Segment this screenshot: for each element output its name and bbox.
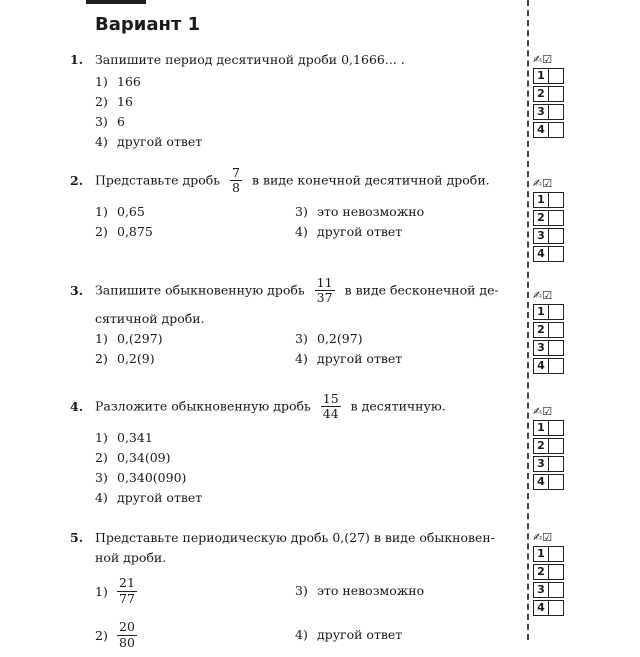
- option-1: 1) 166: [95, 74, 141, 89]
- option-2: 2) 0,875: [95, 223, 153, 239]
- answer-box-2: ✍☑ 1 2 3 4: [533, 176, 573, 264]
- question-text-continued: сятичной дроби.: [95, 310, 205, 326]
- option-1: 1) 0,(297): [95, 330, 163, 346]
- question-text: Представьте периодическую дробь 0,(27) в виде обыкновен-: [95, 530, 495, 545]
- checkbox-icon: ☑: [542, 405, 553, 418]
- answer-cell[interactable]: [549, 104, 564, 120]
- answer-cell[interactable]: [549, 600, 564, 616]
- option-2: 2) $\frac{20}{80}$: [95, 619, 135, 650]
- question-2: [70, 166, 525, 242]
- pencil-icon: ✍: [533, 53, 543, 66]
- question-number: 1.: [70, 52, 84, 67]
- pencil-icon: ✍: [533, 405, 543, 418]
- option-3: 3) 0,340(090): [95, 469, 187, 485]
- pencil-icon: ✍: [533, 289, 543, 302]
- answer-cell[interactable]: [549, 546, 564, 562]
- option-1: 1) 0,341: [95, 429, 153, 445]
- answer-cell[interactable]: [549, 582, 564, 598]
- question-number: 3.: [70, 283, 84, 299]
- answer-cell[interactable]: [549, 564, 564, 580]
- answer-cell[interactable]: [549, 474, 564, 490]
- question-text: Запишите обыкновенную дробь $\frac{11}{37}$ в виде бесконечной де-: [95, 275, 499, 306]
- option-3: 3) 0,2(97): [295, 330, 363, 346]
- option-2: 2) 0,2(9): [95, 350, 155, 366]
- answer-box-4: ✍☑ 1 2 3 4: [533, 404, 573, 492]
- question-text-continued: ной дроби.: [95, 550, 167, 565]
- option-4: 4) другой ответ: [295, 350, 403, 366]
- question-number: 2.: [70, 173, 84, 189]
- answer-cell[interactable]: [549, 210, 564, 226]
- checkbox-icon: ☑: [542, 177, 553, 190]
- option-4: 4) другой ответ: [295, 627, 403, 642]
- checkbox-icon: ☑: [542, 53, 553, 66]
- answer-cell[interactable]: [549, 420, 564, 436]
- answer-cell[interactable]: [549, 304, 564, 320]
- question-text: Запишите период десятичной дроби 0,1666... .: [95, 52, 405, 67]
- option-4: 4) другой ответ: [95, 134, 203, 149]
- answer-box-3: ✍☑ 1 2 3 4: [533, 288, 573, 376]
- option-4: 4) другой ответ: [95, 489, 203, 505]
- question-number: 4.: [70, 399, 84, 415]
- fraction: $\frac{11}{37}$: [316, 275, 333, 306]
- answer-box-1: ✍☑ 1 2 3 4: [533, 52, 573, 140]
- question-3: [70, 276, 525, 369]
- fraction: $\frac{7}{8}$: [232, 165, 240, 196]
- answer-cell[interactable]: [549, 228, 564, 244]
- option-3: 3) это невозможно: [295, 583, 425, 598]
- question-4: [70, 392, 525, 508]
- option-4: 4) другой ответ: [295, 223, 403, 239]
- answer-cell[interactable]: [549, 340, 564, 356]
- answer-cell[interactable]: [549, 358, 564, 374]
- answer-cell[interactable]: [549, 246, 564, 262]
- question-text: Разложите обыкновенную дробь $\frac{15}{44}$ в десятичную.: [95, 391, 446, 422]
- answer-cell[interactable]: [549, 192, 564, 208]
- question-number: 5.: [70, 530, 84, 545]
- page-title: Вариант 1: [95, 14, 201, 35]
- header-rule: [86, 0, 146, 4]
- question-text: Представьте дробь $\frac{7}{8}$ в виде конечной десятичной дроби.: [95, 165, 490, 196]
- question-5: [70, 530, 525, 657]
- option-3: 3) это невозможно: [295, 203, 425, 219]
- answer-box-5: ✍☑ 1 2 3 4: [533, 530, 573, 618]
- option-2: 2) 0,34(09): [95, 449, 171, 465]
- option-1: 1) 0,65: [95, 203, 145, 219]
- option-2: 2) 16: [95, 94, 133, 109]
- answer-cell[interactable]: [549, 438, 564, 454]
- fraction: $\frac{15}{44}$: [322, 391, 339, 422]
- question-1: [70, 52, 525, 152]
- answer-cell[interactable]: [549, 322, 564, 338]
- checkbox-icon: ☑: [542, 289, 553, 302]
- pencil-icon: ✍: [533, 177, 543, 190]
- answer-cell[interactable]: [549, 68, 564, 84]
- answer-cell[interactable]: [549, 456, 564, 472]
- option-3: 3) 6: [95, 114, 125, 129]
- answer-cell[interactable]: [549, 86, 564, 102]
- pencil-icon: ✍: [533, 531, 543, 544]
- checkbox-icon: ☑: [542, 531, 553, 544]
- cut-line: [527, 0, 529, 640]
- answer-cell[interactable]: [549, 122, 564, 138]
- option-1: 1) $\frac{21}{77}$: [95, 575, 135, 606]
